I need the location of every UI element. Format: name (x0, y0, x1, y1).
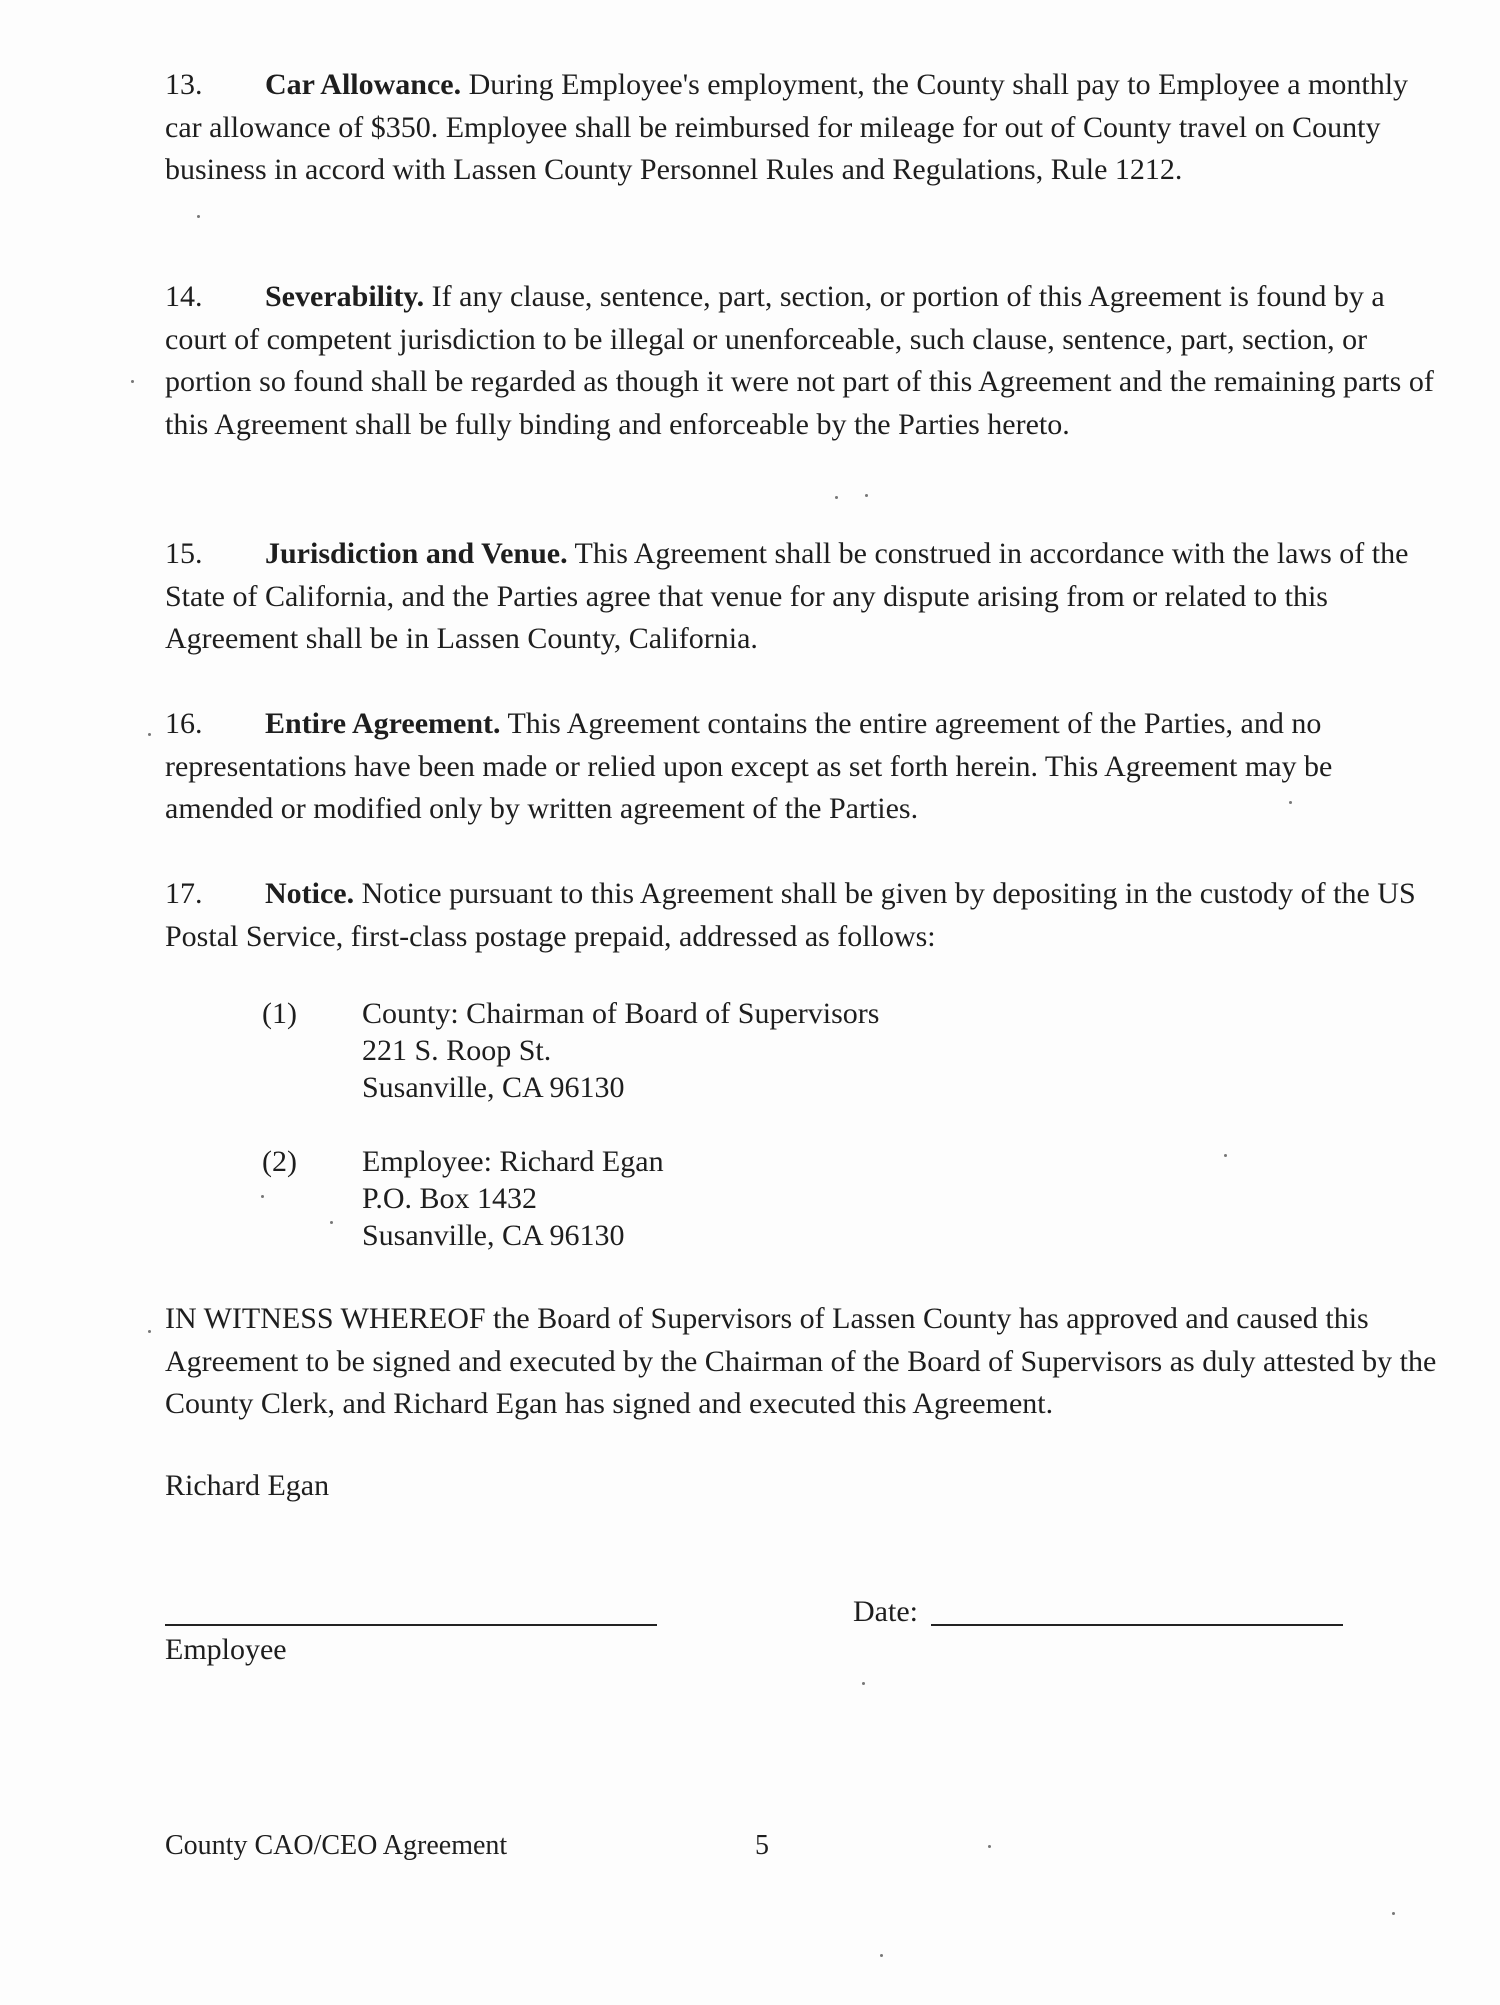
scan-speck (1224, 1154, 1227, 1157)
scan-speck (131, 380, 134, 383)
scan-speck (865, 494, 868, 497)
section-body: This Agreement shall be construed in accordance with the laws of the State of California, and the Parties agree that venue for any dispute arising from or related to this Agreement shall be in Lassen County, California. (165, 537, 1409, 655)
scan-speck (835, 496, 838, 499)
section-number: 17. (165, 877, 203, 910)
section-13 (165, 64, 1440, 192)
section-number: 13. (165, 68, 203, 101)
signatory-name: Richard Egan (165, 1469, 330, 1502)
section-number: 15. (165, 537, 203, 570)
section-number: 14. (165, 280, 203, 313)
address-line: 221 S. Roop St. (362, 1034, 552, 1067)
address-lines (362, 1143, 664, 1254)
section-16 (165, 703, 1440, 831)
address-line: County: Chairman of Board of Supervisors (362, 997, 880, 1030)
address-number: (1) (262, 997, 297, 1030)
section-heading: Car Allowance. (265, 68, 462, 101)
scan-speck (862, 1682, 865, 1685)
scan-speck (988, 1845, 991, 1848)
scan-speck (330, 1221, 333, 1224)
section-body: If any clause, sentence, part, section, or portion of this Agreement is found by a court of competent jurisdiction to be illegal or unenforceable, such clause, sentence, part, section, or portion so found shall be regarded as though it were not part of this Agreement and the remaining parts of this Agreement shall be fully binding and enforceable by the Parties hereto. (165, 280, 1434, 441)
scan-speck (197, 215, 200, 218)
footer-title: County CAO/CEO Agreement (165, 1830, 508, 1861)
scan-speck (1289, 801, 1292, 804)
section-number: 16. (165, 707, 203, 740)
address-line: Susanville, CA 96130 (362, 1219, 625, 1252)
date-label: Date: (853, 1595, 918, 1628)
signature-label: Employee (165, 1633, 287, 1666)
employee-signature-line[interactable] (165, 1624, 657, 1626)
address-lines (362, 995, 879, 1106)
section-17 (165, 873, 1440, 958)
section-body: This Agreement contains the entire agreement of the Parties, and no representations have been made or relied upon except as set forth herein. This Agreement may be amended or modified only by written agreement of the Parties. (165, 707, 1333, 825)
date-line[interactable] (931, 1624, 1343, 1626)
section-body: During Employee's employment, the County shall pay to Employee a monthly car allowance of $350. Employee shall be reimbursed for mileage for out of County travel on County business in accord with Lassen County Personnel Rules and Regulations, Rule 1212. (165, 68, 1409, 186)
address-line: Susanville, CA 96130 (362, 1071, 625, 1104)
address-line: P.O. Box 1432 (362, 1182, 538, 1215)
address-county (0, 995, 1500, 1115)
section-heading: Notice. (265, 877, 355, 910)
scan-speck (148, 1330, 151, 1333)
section-heading: Jurisdiction and Venue. (265, 537, 568, 570)
section-heading: Entire Agreement. (265, 707, 501, 740)
scan-speck (880, 1954, 883, 1957)
scan-speck (148, 733, 151, 736)
address-line: Employee: Richard Egan (362, 1145, 664, 1178)
page-number: 5 (755, 1830, 769, 1861)
witness-clause: IN WITNESS WHEREOF the Board of Supervisors of Lassen County has approved and caused this Agreement to be signed and executed by the Chairman of the Board of Supervisors as duly attested by the County Clerk, and Richard Egan has signed and executed this Agreement. (165, 1302, 1437, 1420)
scan-speck (261, 1195, 264, 1198)
section-14 (165, 276, 1440, 446)
scan-speck (1392, 1912, 1395, 1915)
section-body: Notice pursuant to this Agreement shall be given by depositing in the custody of the US Postal Service, first-class postage prepaid, addressed as follows: (165, 877, 1416, 953)
address-number: (2) (262, 1145, 297, 1178)
section-heading: Severability. (265, 280, 425, 313)
address-employee (0, 1143, 1500, 1263)
section-15 (165, 533, 1440, 661)
